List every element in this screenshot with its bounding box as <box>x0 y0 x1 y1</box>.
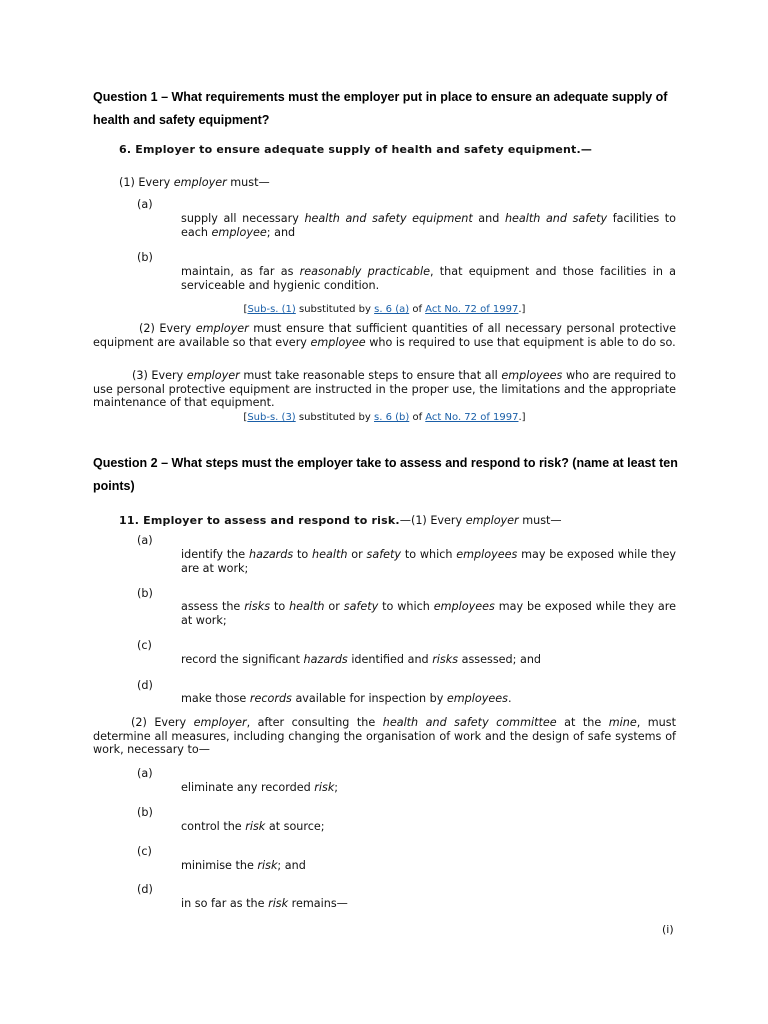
text-fragment: or <box>347 548 367 561</box>
text-fragment: .] <box>518 412 526 423</box>
text-fragment: to which <box>378 600 434 613</box>
defined-term: risk <box>268 897 289 910</box>
subsection-1-link[interactable]: Sub-s. (1) <box>247 304 296 315</box>
text-fragment: must ensure that sufficient quantities of all necessary personal protective equipment are available so that every <box>93 322 676 349</box>
text-fragment: substituted by <box>295 412 374 423</box>
paragraph-a-label: (a) <box>137 198 153 211</box>
defined-term: reasonably practicable <box>299 265 430 278</box>
text-fragment: assess the <box>181 600 245 613</box>
text-fragment: (2) Every <box>139 322 196 335</box>
text-fragment: assessed; and <box>458 653 542 666</box>
text-fragment: of <box>409 412 426 423</box>
section-6-heading: 6. Employer to ensure adequate supply of health and safety equipment.— <box>119 143 593 156</box>
paragraph-b-label: (b) <box>137 251 153 264</box>
text-fragment: supply all necessary <box>181 212 305 225</box>
defined-term: employees <box>501 369 563 382</box>
paragraph-b-label: (b) <box>137 587 153 600</box>
section-6a-link[interactable]: s. 6 (a) <box>374 304 410 315</box>
text-fragment: (3) Every <box>132 369 187 382</box>
text-fragment: substituted by <box>295 304 375 315</box>
text-fragment: ; <box>334 781 339 794</box>
text-fragment: may be exposed while they are at work; <box>181 600 676 627</box>
text-fragment: make those <box>181 692 250 705</box>
section-11-2-paragraph-d-text <box>181 897 676 911</box>
text-fragment: [ <box>243 304 248 315</box>
text-fragment: available for inspection by <box>291 692 447 705</box>
section-11-paragraph-c-text <box>181 653 676 667</box>
text-fragment: who are required to use personal protective equipment are instructed in the proper use, the limitations and the appropriate maintenance of that equipment. <box>93 369 676 410</box>
text-fragment: , after consulting the <box>246 716 383 729</box>
text-fragment: control the <box>181 820 246 833</box>
defined-term: health <box>289 600 325 613</box>
paragraph-a-label: (a) <box>137 534 153 547</box>
text-fragment: to <box>293 548 313 561</box>
paragraph-a-label: (a) <box>137 767 153 780</box>
defined-term: risk <box>245 820 266 833</box>
subsection-3-link[interactable]: Sub-s. (3) <box>247 412 296 423</box>
section-11-paragraph-b-text <box>181 600 676 627</box>
question-2-heading <box>93 452 683 498</box>
section-6-subsection-1-intro <box>119 176 270 190</box>
paragraph-d-label: (d) <box>137 883 153 896</box>
act-72-of-1997-link[interactable]: Act No. 72 of 1997 <box>425 412 519 423</box>
section-11-2-paragraph-b-text <box>181 820 676 834</box>
text-fragment: , must determine all measures, including changing the organisation of work and the design of safe systems of work, necessary to— <box>93 716 676 757</box>
text-fragment: eliminate any recorded <box>181 781 315 794</box>
text-fragment: . <box>507 692 512 705</box>
text-fragment: [ <box>243 412 248 423</box>
defined-term: health and safety <box>504 212 608 225</box>
defined-term: health and safety equipment <box>304 212 473 225</box>
text-fragment: at the <box>556 716 609 729</box>
text-fragment: ; and <box>277 859 306 872</box>
paragraph-d-label: (d) <box>137 679 153 692</box>
section-11-2-paragraph-c-text <box>181 859 676 873</box>
text-fragment: record the significant <box>181 653 304 666</box>
text-fragment: (2) Every <box>131 716 194 729</box>
paragraph-c-label: (c) <box>137 639 152 652</box>
defined-term: employees <box>446 692 508 705</box>
question-2-line-1: Question 2 – What steps must the employer take to assess and respond to risk? (name at least ten <box>93 456 678 470</box>
defined-term: employees <box>456 548 518 561</box>
defined-term: health <box>312 548 348 561</box>
defined-term: mine <box>608 716 637 729</box>
text-fragment: in so far as the <box>181 897 269 910</box>
defined-term: risks <box>244 600 271 613</box>
defined-term: safety <box>366 548 402 561</box>
text-fragment: , that equipment and those facilities in a serviceable and hygienic condition. <box>181 265 677 292</box>
defined-term: hazards <box>303 653 348 666</box>
section-11-heading <box>119 511 562 529</box>
text-fragment: ; and <box>266 225 296 239</box>
question-1-heading <box>93 86 683 132</box>
text-fragment: of <box>409 304 426 315</box>
text-fragment: or <box>324 600 344 613</box>
section-11-paragraph-d-text <box>181 692 676 706</box>
text-fragment: (1) Every <box>119 176 174 189</box>
defined-term: employee <box>211 225 267 239</box>
section-6-subsection-2 <box>93 322 676 349</box>
text-fragment: identify the <box>181 548 249 561</box>
text-fragment: maintain, as far as <box>181 265 300 278</box>
section-6-subsection-3 <box>93 369 676 410</box>
defined-term: employee <box>310 335 366 349</box>
section-11-paragraph-a-text <box>181 548 676 575</box>
question-1-line-1: Question 1 – What requirements must the employer put in place to ensure an adequate supply of <box>93 90 668 104</box>
defined-term: risk <box>314 781 335 794</box>
text-fragment: minimise the <box>181 859 258 872</box>
page-number: (i) <box>662 923 674 936</box>
defined-term: health and safety committee <box>382 716 557 729</box>
text-fragment: may be exposed while they are at work; <box>181 548 677 575</box>
section-11-2-paragraph-a-text <box>181 781 676 795</box>
text-fragment: and <box>472 212 505 225</box>
question-1-line-2: health and safety equipment? <box>93 113 270 127</box>
text-fragment: —(1) Every <box>399 514 466 527</box>
text-fragment: facilities to each <box>181 212 676 239</box>
act-72-of-1997-link[interactable]: Act No. 72 of 1997 <box>425 304 519 315</box>
text-fragment: at source; <box>265 820 325 833</box>
text-fragment: identified and <box>347 653 433 666</box>
paragraph-b-label: (b) <box>137 806 153 819</box>
text-fragment: who is required to use that equipment is able to do so. <box>365 335 676 349</box>
text-fragment: must— <box>518 514 562 527</box>
defined-term: risks <box>432 653 459 666</box>
section-6b-link[interactable]: s. 6 (b) <box>374 412 410 423</box>
question-2-line-2: points) <box>93 479 135 493</box>
defined-term: records <box>249 692 292 705</box>
defined-term: employees <box>433 600 495 613</box>
defined-term: risk <box>257 859 278 872</box>
text-fragment: .] <box>518 304 526 315</box>
defined-term: employer <box>186 369 240 382</box>
section-11-subsection-2 <box>93 716 676 757</box>
section-6-paragraph-b-text <box>181 265 676 292</box>
amendment-note-subsection-3 <box>93 412 676 423</box>
defined-term: employer <box>465 514 519 527</box>
paragraph-c-label: (c) <box>137 845 152 858</box>
text-fragment: to which <box>401 548 457 561</box>
defined-term: hazards <box>249 548 294 561</box>
section-6-paragraph-a-text <box>181 212 676 239</box>
text-fragment: remains— <box>288 897 348 910</box>
amendment-note-subsection-1 <box>93 304 676 315</box>
section-11-title: 11. Employer to assess and respond to risk. <box>119 514 400 527</box>
defined-term: employer <box>173 176 227 189</box>
defined-term: safety <box>343 600 379 613</box>
text-fragment: must take reasonable steps to ensure that all <box>239 369 502 382</box>
text-fragment: must— <box>226 176 270 189</box>
defined-term: employer <box>193 716 247 729</box>
text-fragment: to <box>270 600 290 613</box>
defined-term: employer <box>195 322 249 335</box>
